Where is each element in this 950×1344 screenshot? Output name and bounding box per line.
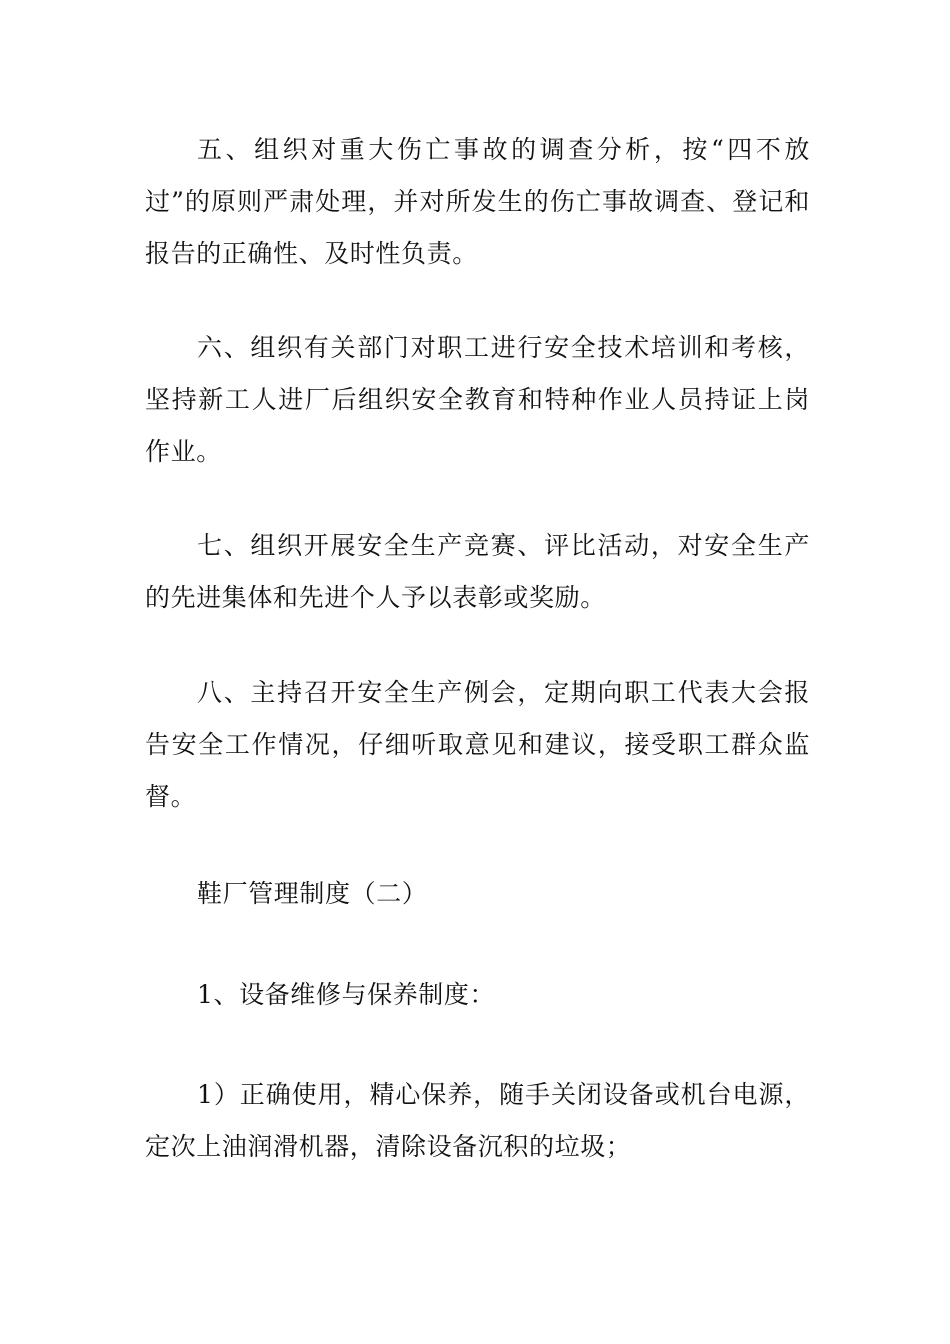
paragraph-item-7: 七、组织开展安全生产竞赛、评比活动，对安全生产的先进集体和先进个人予以表彰或奖励。 [145, 531, 810, 612]
list-item: 1）正确使用，精心保养，随手关闭设备或机台电源，定次上油润滑机器，清除设备沉积的垃圾； [145, 1080, 810, 1161]
paragraph-item-5: 五、组织对重大伤亡事故的调查分析，按“四不放过”的原则严肃处理，并对所发生的伤亡事故调查、登记和报告的正确性、及时性负责。 [145, 135, 810, 268]
paragraph-item-6: 六、组织有关部门对职工进行安全技术培训和考核，坚持新工人进厂后组织安全教育和特种作业人员持证上岗作业。 [145, 333, 810, 466]
subsection-heading: 1、设备维修与保养制度： [197, 980, 496, 1009]
paragraph-item-8: 八、主持召开安全生产例会，定期向职工代表大会报告安全工作情况，仔细听取意见和建议，接受职工群众监督。 [145, 678, 810, 811]
section-heading: 鞋厂管理制度（二） [197, 879, 428, 908]
